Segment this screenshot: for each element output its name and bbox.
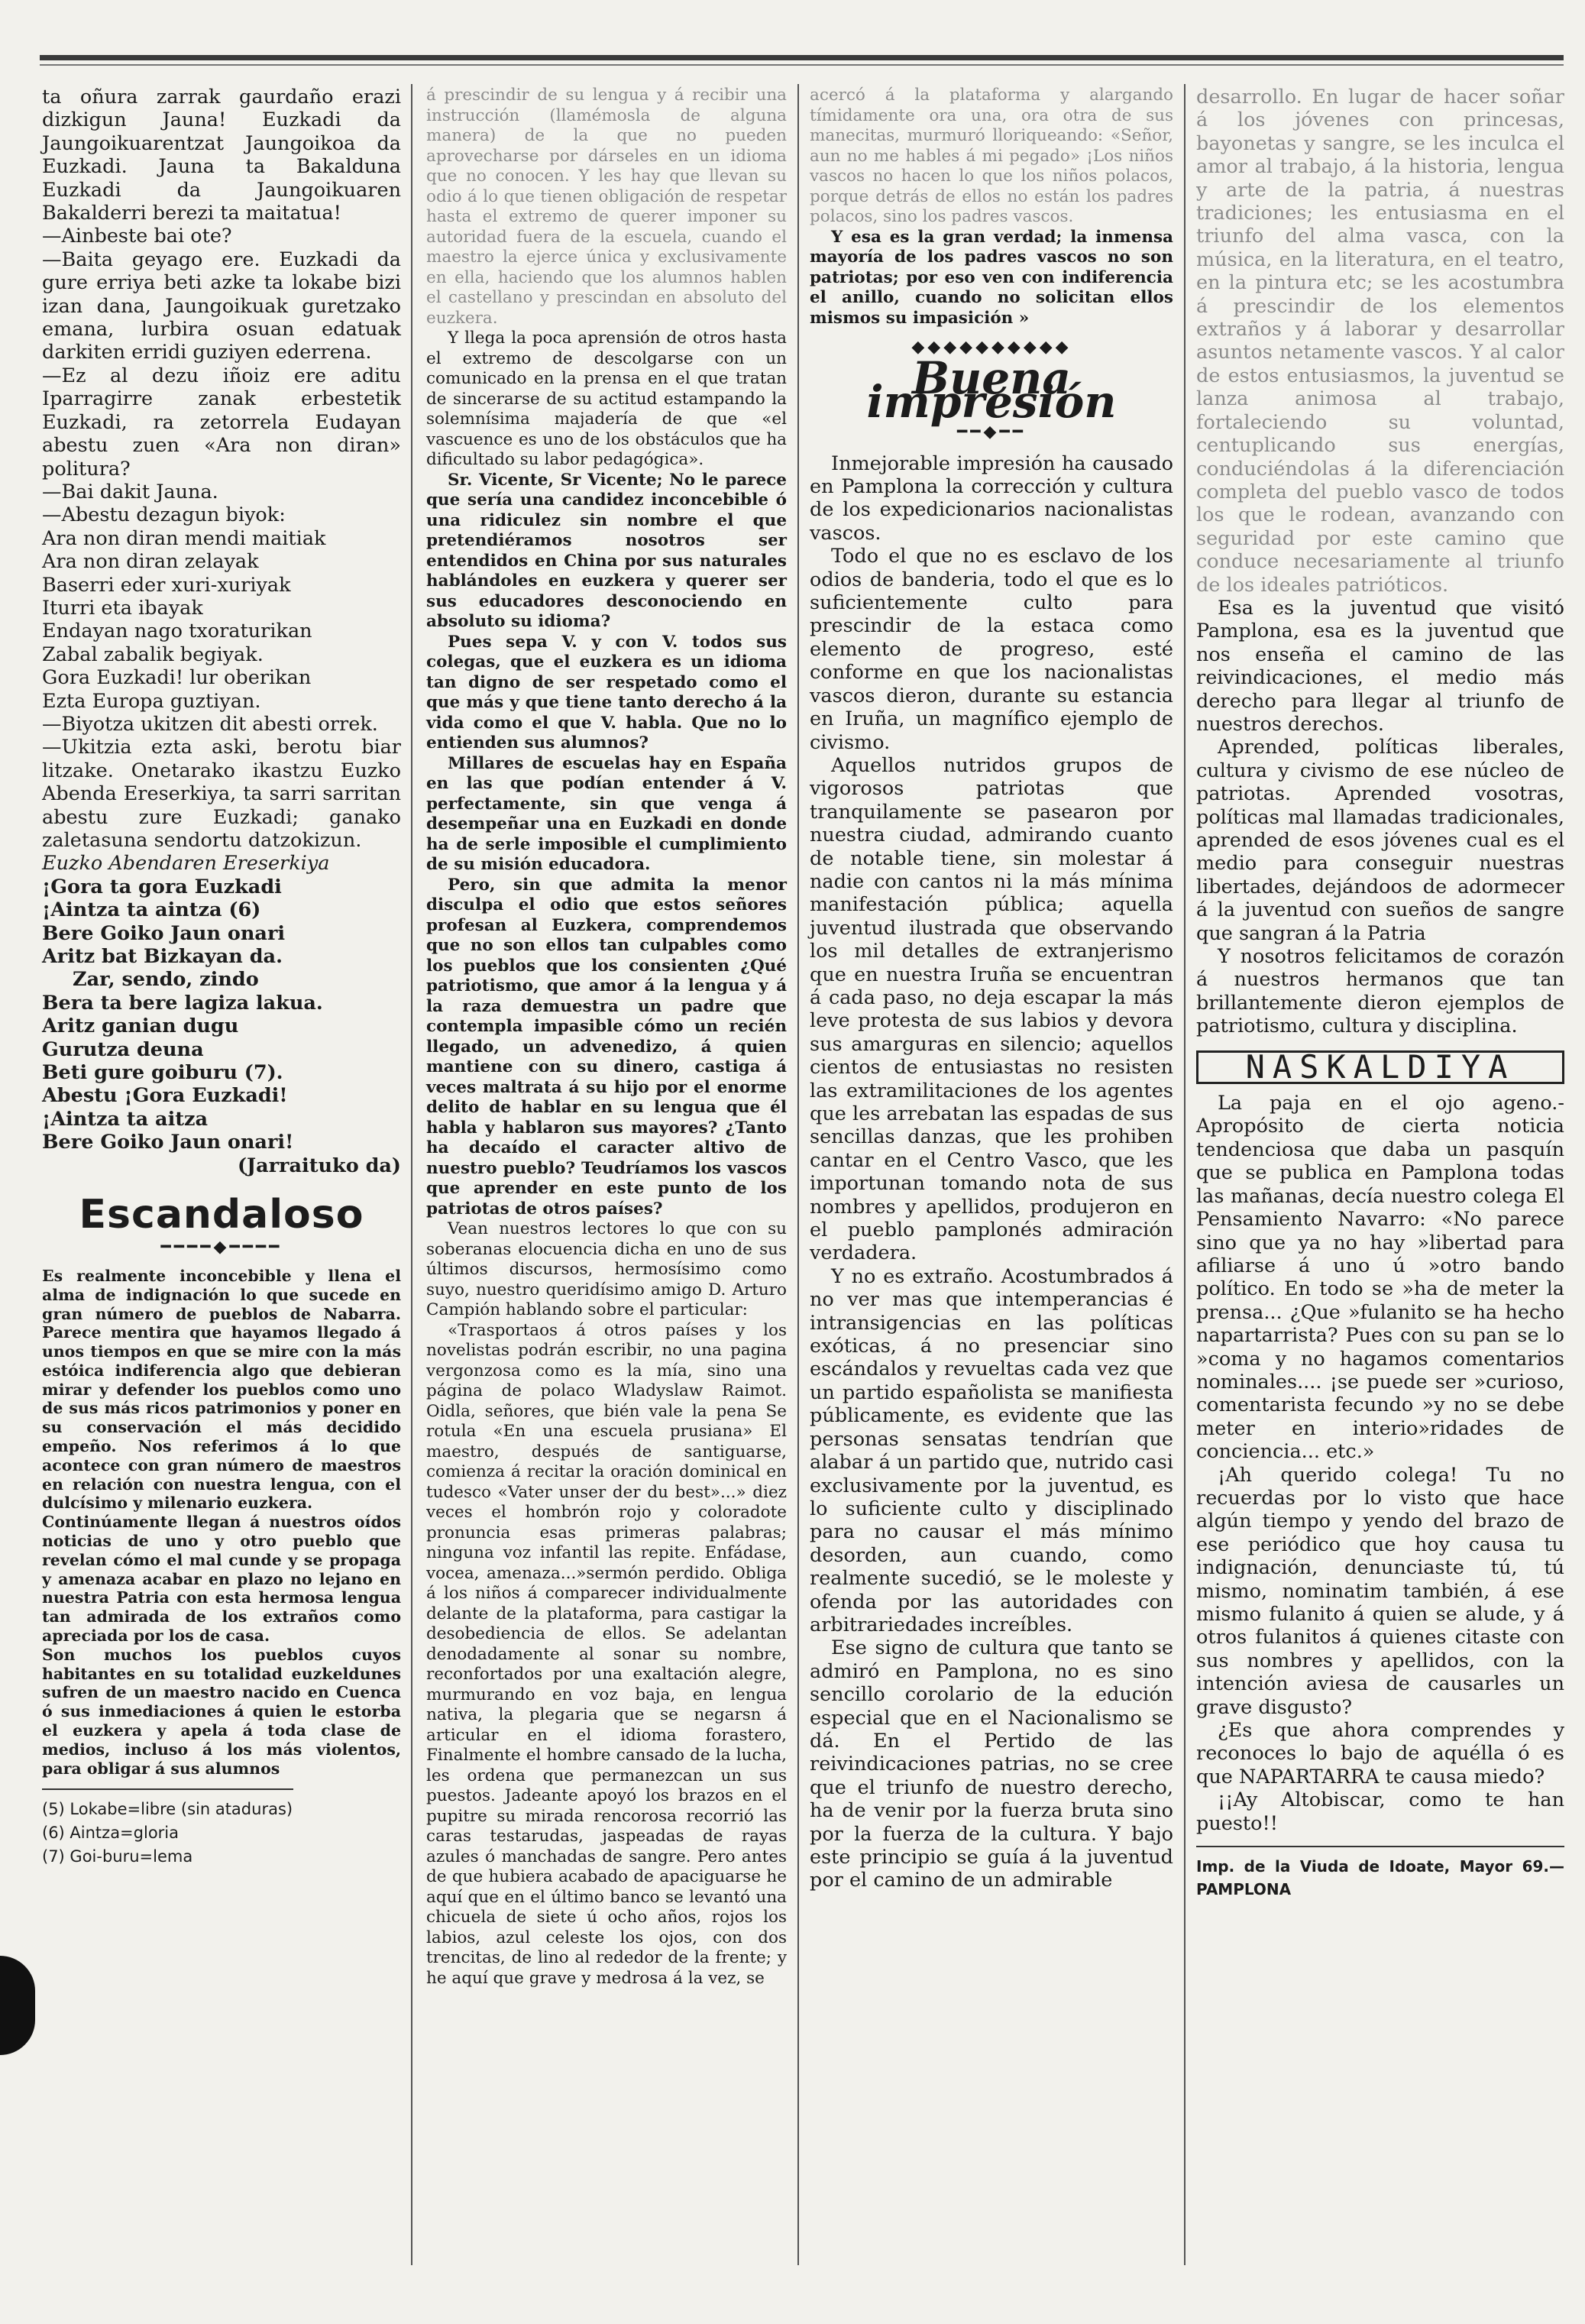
- ornament-divider: ━━◆━━: [957, 422, 1026, 442]
- article-paragraph: ¿Es que ahora comprendes y reconoces lo bajo de aquélla ó es que NAPARTARRA te causa miedo?: [1196, 1719, 1564, 1788]
- column-rule: [1184, 84, 1186, 2265]
- anthem-line: Bere Goiko Jaun onari: [42, 921, 286, 945]
- top-rule-thin: [40, 64, 1564, 66]
- section-title-naskaldiya: NASKALDIYA: [1196, 1050, 1564, 1084]
- article-paragraph: ¡¡Ay Altobiscar, como te han puesto!!: [1196, 1788, 1564, 1835]
- anthem-title: Euzko Abendaren Ereserkiya: [42, 852, 330, 876]
- article-paragraph: Millares de escuelas hay en España en las que podían entender á V. perfectamente, sin que venga á desempeñar una en Euzkadi en donde ha de serle imposible el cumplimiento de su misión educadora.: [426, 753, 787, 874]
- footnote: (6) Aintza=gloria: [42, 1824, 180, 1843]
- article-paragraph: La paja en el ojo ageno.-Apropósito de cierta noticia tendenciosa que daba un pasquín que se publica en Pamplona todas las mañanas, decía nuestro colega El Pensamiento Navarro: «No parece sino que ya no hay »libertad para afiliarse á uno ú »otro bando político. En todo se »ha de meter la prensa... ¿Que »fulanito se ha hecho napartarrista? Pues con su pan se lo »coma y no hagamos comentarios nominales.... ¡se puede ser »curioso, comentarista fecundo »y no se debe meter en interio»ridades de conciencia... etc.»: [1196, 1092, 1564, 1464]
- top-rule: [40, 55, 1564, 60]
- article-paragraph: Vean nuestros lectores lo que con su soberanas elocuencia dicha en uno de sus últimos discursos, hermosísimo como suyo, nuestro queridísimo amigo D. Arturo Campión hablando sobre el particular:: [426, 1219, 787, 1319]
- dialogue-line: —Baita geyago ere. Euzkadi da gure erriya beti azke ta lokabe bizi izan dana, Jaungoikuak guretzako emana, lurbira osuan edatuak darkiten erridi guziyen ederrena.: [42, 248, 401, 364]
- ornament-divider: ◆◆◆◆◆◆◆◆◆◆: [911, 338, 1072, 357]
- anthem-line: Aritz bat Bizkayan da.: [42, 945, 283, 969]
- article-paragraph: Pues sepa V. y con V. todos sus colegas, que el euzkera es un idioma tan digno de ser respetado como el que más y que tiene tanto derecho á la vida como el que V. habla. Que no lo entienden sus alumnos?: [426, 632, 787, 753]
- footnote: (5) Lokabe=libre (sin ataduras): [42, 1800, 293, 1819]
- article-paragraph: «Trasportaos á otros países y los novelistas podrán escribir, no una pagina vergonzosa como es la mía, sino una página de polaco Wladyslaw Raimot. Oidla, señores, que bién vale la pena Se rotula «En una escuela prusiana» El maestro, después de santiguarse, comienza á recitar la oración dominical en tudesco «Vater unser der du best»...» diez veces el hombrón rojo y coloradote pronuncia esas primeras palabras; ninguna voz infantil las repite. Enfádase, vocea, amenaza...»sermón perdido. Obliga á los niños á comparecer individualmente delante de la plataforma, para castigar la desobediencia de ellos. Se adelantan denodadamente al sonar su nombre, reconfortados por una exaltación alegre, murmurando en voz baja, en lengua nativa, la plegaria que se negarsn á articular en el idioma forastero, Finalmente el hombre cansado de la lucha, les ordena que permanezcan un sus puestos. Jadeante apoyó los brazos en el pupitre su mirada rencorosa recorrió las caras testarudas, jaspeadas de rayas azules ó manchadas de sangre. Pero antes de que hubiera acabado de apaciguarse he aquí que en el último banco se levantó una chicuela de siete ú ocho años, rojos los labios, azul celeste los ojos, con dos trencitas, de lino al rededor de la frente; y he aquí que grave y medrosa á la vez, se: [426, 1320, 787, 1988]
- song-line: Iturri eta ibayak: [42, 596, 203, 620]
- article-paragraph: desarrollo. En lugar de hacer soñar á los jóvenes con princesas, bayonetas y sangre, se les inculca el amor al trabajo, á la historia, lengua y arte de la patria, á nuestras tradiciones; les entusiasma en el triunfo del alma vasca, con la música, en la literatura, en el teatro, en la pintura etc; se les acostumbra á prescindir de los elementos extraños y á laborar y desarrollar asuntos netamente vascos. Y al calor de estos entusiasmos, la juventud se lanza animosa al trabajo, fortaleciendo su voluntad, centuplicando sus energías, conduciéndolas á la diferenciación completa del pueblo vasco de todos los que le rodean, avanzando con seguridad por este camino que conduce necesariamente al triunfo de los ideales patrióticos.: [1196, 86, 1564, 597]
- song-line: Gora Euzkadi! lur oberikan: [42, 666, 312, 690]
- anthem-line: Bera ta bere lagiza lakua.: [42, 991, 323, 1015]
- article-paragraph: ¡Ah querido colega! Tu no recuerdas por lo visto que hace algún tiempo y yendo del brazo de ese periódico que hoy causa tu indignación, denunciaste tú, tú mismo, nominatim también, á ese mismo fulanito á quien se alude, y á otros fulanitos á quienes citaste con sus nombres y apellidos, con la intención aviesa de causarles un grave disgusto?: [1196, 1463, 1564, 1719]
- article-paragraph: Continúamente llegan á nuestros oídos noticias de uno y otro pueblo que revelan cómo el mal cunde y se propaga y amenaza acabar en plazo no lejano en nuestra Patria con esta hermosa lengua tan admirada de los extraños como apreciada por los de casa.: [42, 1513, 401, 1646]
- anthem-line: ¡Aintza ta aitza: [42, 1107, 209, 1131]
- column-rule: [411, 84, 412, 2265]
- footnote-rule: [42, 1788, 293, 1790]
- article-paragraph: acercó á la plataforma y alargando tímidamente ora una, ora otra de sus manecitas, murmuró lloriqueando: «Señor, aun no me hables á mi pegado» ¡Los niños vascos no hacen lo que los niños polacos, porque detrás de ellos no están los padres polacos, sino los padres vascos.: [810, 86, 1173, 226]
- article-paragraph: á prescindir de su lengua y á recibir una instrucción (llamémosla de alguna manera) de la que no pueden aprovecharse por dárseles en un idioma que no conocen. Y les hay que llevan su odio á lo que tienen obligación de respetar hasta el extremo de querer imponer su autoridad fuera de la escuela, cuando el maestro la ejerce única y exclusivamente en ella, haciendo que los alumnos hablen el castellano y prescindan en absoluto del euzkera.: [426, 86, 787, 328]
- article-paragraph: Pero, sin que admita la menor disculpa el odio que estos señores profesan al Euzkera, comprendemos que no son ellos tan culpables como los pueblos que los consienten ¿Qué patriotismo, que amor á la lengua y á la raza demuestra un padre que contempla impasible cómo un recién llegado, un advenedizo, á quien mantiene con su dinero, castiga á veces maltrata á su hijo por el enorme delito de hablar en su lengua que él habla y hablaron sus mayores? ¿Tanto ha decaído el caracter altivo de nuestro pueblo? Teudríamos los vascos que aprender en este punto de los patriotas de otros países?: [426, 875, 787, 1219]
- song-verse: [42, 527, 401, 713]
- imprint-rule: [1196, 1846, 1564, 1847]
- song-line: Endayan nago txoraturikan: [42, 620, 312, 643]
- article-paragraph: Y no es extraño. Acostumbrados á no ver mas que intemperancias é intransigencias en las políticas exóticas, á no presenciar sino escándalos y revueltas cada vez que un partido españolista se manifiesta públicamente, es evidente que las personas sensatas tendrían que alabar á un partido que, nutrido casi exclusivamente por la juventud, es lo suficiente culto y disciplinado para no causar el más mínimo desorden, aun cuando, como realmente sucedió, se le moleste y ofenda por las autoridades con arbitrariedades increíbles.: [810, 1264, 1173, 1636]
- anthem-line: Gurutza deuna: [42, 1037, 204, 1061]
- anthem-line: Abestu ¡Gora Euzkadi!: [42, 1084, 288, 1108]
- song-line: Baserri eder xuri-xuriyak: [42, 573, 291, 597]
- dialogue-line: —Bai dakit Jauna.: [42, 480, 218, 503]
- column-rule: [797, 84, 799, 2265]
- article-paragraph: Y esa es la gran verdad; la inmensa mayoría de los padres vascos no son patriotas; por eso ven con indiferencia el anillo, cuando no solicitan ellos mismos su impasición »: [810, 227, 1173, 328]
- continued-note: (Jarraituko da): [237, 1154, 401, 1177]
- dialogue-intro: ta oñura zarrak gaurdaño erazi dizkigun Jauna! Euzkadi da Jaungoikuarentzat Jaungoikoa da Euzkadi. Jauna ta Bakalduna Euzkadi da Jaungoikuaren Bakalderri berezi ta maitatua!: [42, 86, 401, 225]
- article-paragraph: Inmejorable impresión ha causado en Pamplona la corrección y cultura de los expedicionarios nacionalistas vascos.: [810, 452, 1173, 545]
- dialogue-line: —Biyotza ukitzen dit abesti orrek.: [42, 712, 378, 736]
- footnotes: [42, 1798, 401, 1869]
- anthem-line: Zar, sendo, zindo: [73, 968, 259, 992]
- article-paragraph: Esa es la juventud que visitó Pamplona, esa es la juventud que nos enseña el camino de las reivindicaciones, el medio más derecho para llegar al triunfo de nuestros derechos.: [1196, 596, 1564, 736]
- article-paragraph: Y llega la poca aprensión de otros hasta el extremo de descolgarse con un comunicado en la prensa en el que tratan de sincerarse de su actitud estampando la solemnísima majadería de que «el vascuence es uno de los obstáculos que ha dificultado su labor pedagógica».: [426, 329, 787, 469]
- article-paragraph: Aquellos nutridos grupos de vigorosos patriotas que tranquilamente se pasearon por nuestra ciudad, admirando cuanto de notable tiene, sin molestar á nadie con cantos ni la más mínima manifestación pública; aquella juventud ilustrada que observando los mil detalles de extranjerismo que en nuestra Iruña se encuentran á cada paso, no deja escapar la más leve protesta de sus labios y devora sus amarguras en silencio; aquellos cientos de entusiastas no resisten las extramilitaciones de los agentes que les arrebatan las espadas de sus sencillas danzas, que les prohiben cantar en el Centro Vasco, que les importunan tomando nota de sus nombres y apellidos, produjeron en el pueblo pamplonés admiración verdadera.: [810, 753, 1173, 1265]
- article-paragraph: Aprended, políticas liberales, cultura y civismo de ese núcleo de patriotas. Aprended vosotras, políticas mal llamadas tradicionales, aprended de esos jóvenes cual es el medio para conseguir nuestras libertades, dejándoos de adormecer á la juventud con sueños de sangre que sangran á la Patria: [1196, 736, 1564, 945]
- article-paragraph: Son muchos los pueblos cuyos habitantes en su totalidad euzkeldunes sufren de un maestro nacido en Cuenca ó sus inmediaciones á quien le estorba el euzkera y apela á toda clase de medios, incluso á los más violentos, para obligar á sus alumnos: [42, 1645, 401, 1778]
- song-line: Ara non diran mendi maitiak: [42, 526, 326, 550]
- song-line: Ara non diran zelayak: [42, 550, 259, 574]
- headline-buena-impresion: Buena impresión: [866, 352, 1117, 428]
- dialogue-line: —Ainbeste bai ote?: [42, 225, 232, 248]
- anthem-verse: [42, 876, 401, 1154]
- anthem-line: ¡Aintza ta aintza (6): [42, 898, 261, 922]
- anthem-line: Aritz ganian dugu: [42, 1015, 239, 1038]
- anthem-line: ¡Gora ta gora Euzkadi: [42, 875, 282, 898]
- ornament-divider: ━━━━◆━━━━: [160, 1237, 283, 1257]
- dialogue-line: —Abestu dezagun biyok:: [42, 503, 286, 527]
- ink-blot: [0, 1956, 35, 2055]
- dialogue-line: —Ukitzia ezta aski, berotu biar litzake. Onetarako ikastzu Euzko Abenda Ereserkiya, ta sarri sarritan abestu zure Euzkadi; ganako zaletasuna sendortu datzokizun.: [42, 736, 401, 852]
- song-line: Ezta Europa guztiyan.: [42, 689, 261, 713]
- column-2: [426, 86, 787, 1989]
- article-paragraph: Sr. Vicente, Sr Vicente; No le parece que sería una candidez inconcebible ó una ridiculez sin nombre el que pretendiéramos nosotros ser entendidos en China por sus naturales hablándoles en euzkera y querer ser sus educadores desconociendo en absoluto su idioma?: [426, 470, 787, 631]
- column-3: [810, 86, 1173, 1892]
- footnote: (7) Goi-buru=lema: [42, 1847, 193, 1866]
- article-paragraph: Ese signo de cultura que tanto se admiró en Pamplona, no es sino sencillo corolario de la edución especial que en el Nacionalismo se dá. En el Pertido de las reivindicaciones patrias, no se cree que el triunfo de nuestro derecho, ha de venir por la fuerza bruta sino por la fuerza de la cultura. Y bajo este principio se guía á la juventud por el camino de un admirable: [810, 1636, 1173, 1892]
- headline-escandaloso: Escandaloso: [79, 1192, 364, 1238]
- dialogue-line: —Ez al dezu iñoiz ere aditu Iparragirre zanak erbestetik Euzkadi, ra zetorrela Eudayan abestu zuen «Ara non diran» politura?: [42, 364, 401, 481]
- article-paragraph: Y nosotros felicitamos de corazón á nuestros hermanos que tan brillantemente dieron ejemplos de patriotismo, cultura y disciplina.: [1196, 945, 1564, 1038]
- printer-imprint: Imp. de la Viuda de Idoate, Mayor 69.—PAMPLONA: [1196, 1857, 1564, 1899]
- column-4: [1196, 86, 1564, 1902]
- anthem-line: Beti gure goiburu (7).: [42, 1061, 283, 1085]
- column-1: [42, 86, 401, 1869]
- article-escandaloso: [42, 1267, 401, 1779]
- song-line: Zabal zabalik begiyak.: [42, 642, 264, 666]
- article-paragraph: Es realmente inconcebible y llena el alma de indignación lo que sucede en gran número de pueblos de Nabarra. Parece mentira que hayamos llegado á unos tiempos en que se mire con la más estóica indiferencia algo que debieran mirar y defender los pueblos como uno de sus más ricos patrimonios y poner en su conservación el más decidido empeño. Nos referimos á lo que acontece con gran número de maestros en relación con nuestra lengua, con el dulcísimo y milenario euzkera.: [42, 1266, 401, 1513]
- article-paragraph: Todo el que no es esclavo de los odios de banderia, todo el que es lo suficientemente culto para prescindir de la estaca como elemento de progreso, esté conforme en que los nacionalistas vascos dieron, durante su estancia en Iruña, un magnífico ejemplo de civismo.: [810, 545, 1173, 754]
- anthem-line: Bere Goiko Jaun onari!: [42, 1131, 294, 1154]
